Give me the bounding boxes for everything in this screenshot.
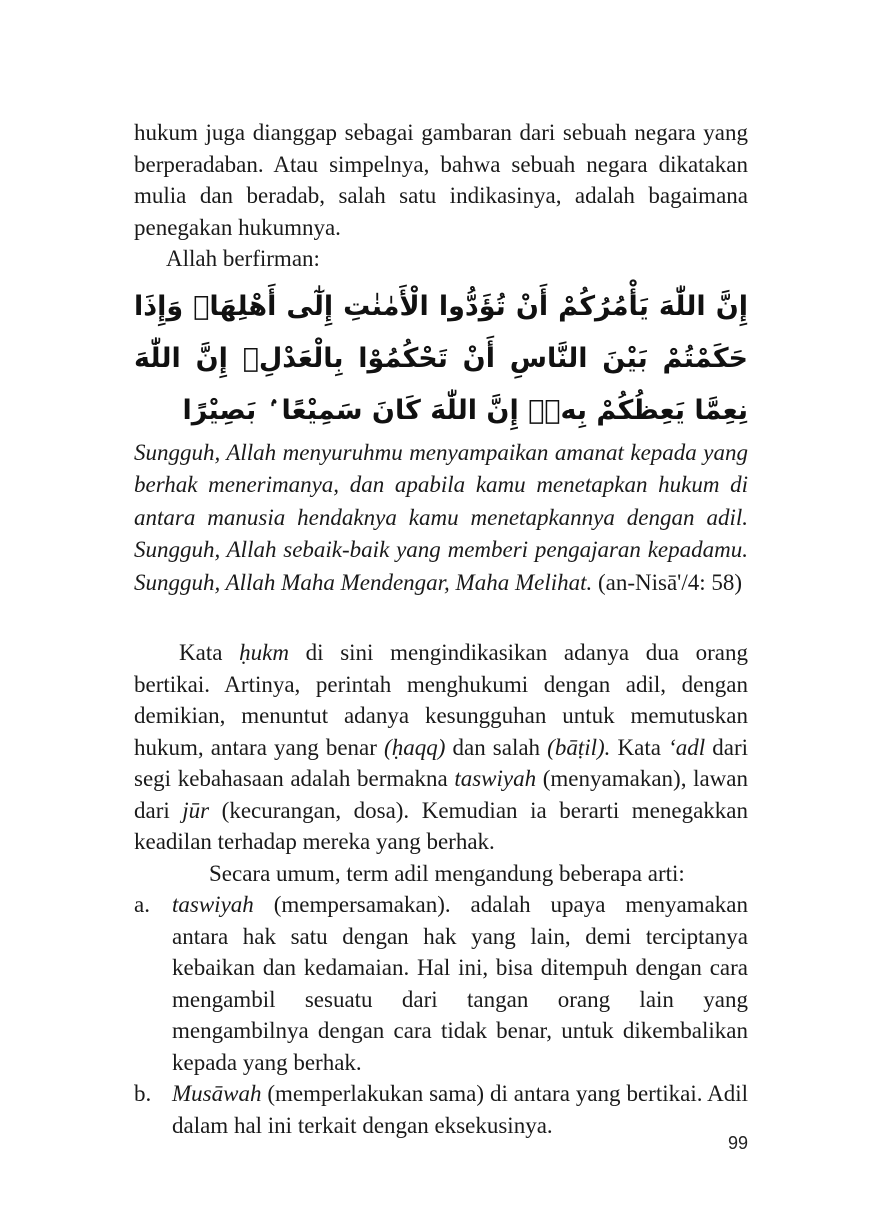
list-item bbox=[134, 1078, 748, 1141]
term-taswiyah: taswiyah bbox=[454, 766, 537, 791]
p2-text: Kata bbox=[179, 640, 240, 665]
p2-text: Kata bbox=[610, 734, 669, 760]
arabic-verse: إِنَّ اللّٰهَ يَأْمُرُكُمْ أَنْ تُؤَدُّوا الْأَمٰنٰتِ إِلٰٓى أَهْلِهَاۙ وَإِذَا حَكَمْتُمْ بَيْنَ النَّاسِ أَنْ تَحْكُمُوْا بِالْعَدْلِۗ إِنَّ اللّٰهَ نِعِمَّا يَعِظُكُمْ بِهٖۗ إِنَّ اللّٰهَ كَانَ سَمِيْعًا ۢ بَصِيْرًا bbox=[134, 290, 748, 426]
term-jur: jūr bbox=[182, 797, 210, 823]
paragraph-3: Secara umum, term adil mengandung beberapa arti: bbox=[209, 860, 685, 886]
list-marker: b. bbox=[134, 1081, 152, 1106]
term-batil: (bāṭil). bbox=[547, 734, 611, 760]
quran-intro: Allah berfirman: bbox=[166, 246, 320, 271]
p2-text: di sini mengindikasikan adanya dua orang bertikai. Artinya, perintah menghukumi dengan adil, dengan demikian, menuntut adanya kesungguhan untuk memutuskan hukum, antara yang benar bbox=[134, 640, 748, 760]
list-text: (mempersamakan). adalah upaya menyamakan antara hak satu dengan hak yang lain, demi terciptanya kebaikan dan kedamaian. Hal ini, bisa ditempuh dengan cara mengambil sesuatu dari tangan orang lain yang mengambilnya dengan cara tidak benar, untuk dikembalikan kepada yang berhak. bbox=[172, 892, 748, 1075]
p2-text: dari segi kebahasaan adalah bermakna bbox=[134, 734, 748, 791]
list-term: taswiyah bbox=[172, 892, 254, 917]
term-hukm: ḥukm bbox=[239, 640, 289, 665]
paragraph-gap bbox=[134, 599, 748, 637]
p2-text: (kecurangan, dosa). Kemudian ia berarti menegakkan keadilan terhadap mereka yang berhak. bbox=[134, 797, 748, 854]
term-adl: ‘adl bbox=[668, 734, 706, 760]
page-number: 99 bbox=[727, 1133, 748, 1153]
p2-text: (menyamakan), lawan dari bbox=[134, 766, 749, 823]
verse-translation bbox=[134, 437, 748, 600]
list-item bbox=[134, 889, 748, 1078]
list-term: Musāwah bbox=[172, 1081, 262, 1106]
list-marker: a. bbox=[134, 892, 150, 917]
meaning-list bbox=[134, 889, 748, 1141]
verse-reference: (an-Nisā'/4: 58) bbox=[592, 569, 743, 595]
paragraph-1: hukum juga dianggap sebagai gambaran dari sebuah negara yang berperadaban. Atau simpelnya, bahwa sebuah negara dikatakan mulia dan beradab, salah satu indikasinya, adalah bagaimana penegakan hukumnya. bbox=[134, 120, 748, 240]
p2-text: dan salah bbox=[445, 734, 548, 760]
term-haqq: (ḥaqq) bbox=[384, 734, 446, 760]
list-text: (memperlakukan sama) di antara yang bertikai. Adil dalam hal ini terkait dengan eksekusinya. bbox=[172, 1081, 748, 1138]
paragraph-2 bbox=[134, 637, 748, 858]
page-body bbox=[134, 117, 748, 1141]
translation-text: Sungguh, Allah menyuruhmu menyampaikan amanat kepada yang berhak menerimanya, dan apabila kamu menetapkan hukum di antara manusia hendaknya kamu menetapkannya dengan adil. Sungguh, Allah sebaik-baik yang memberi pengajaran kepadamu. Sungguh, Allah Maha Mendengar, Maha Melihat. bbox=[134, 439, 748, 595]
